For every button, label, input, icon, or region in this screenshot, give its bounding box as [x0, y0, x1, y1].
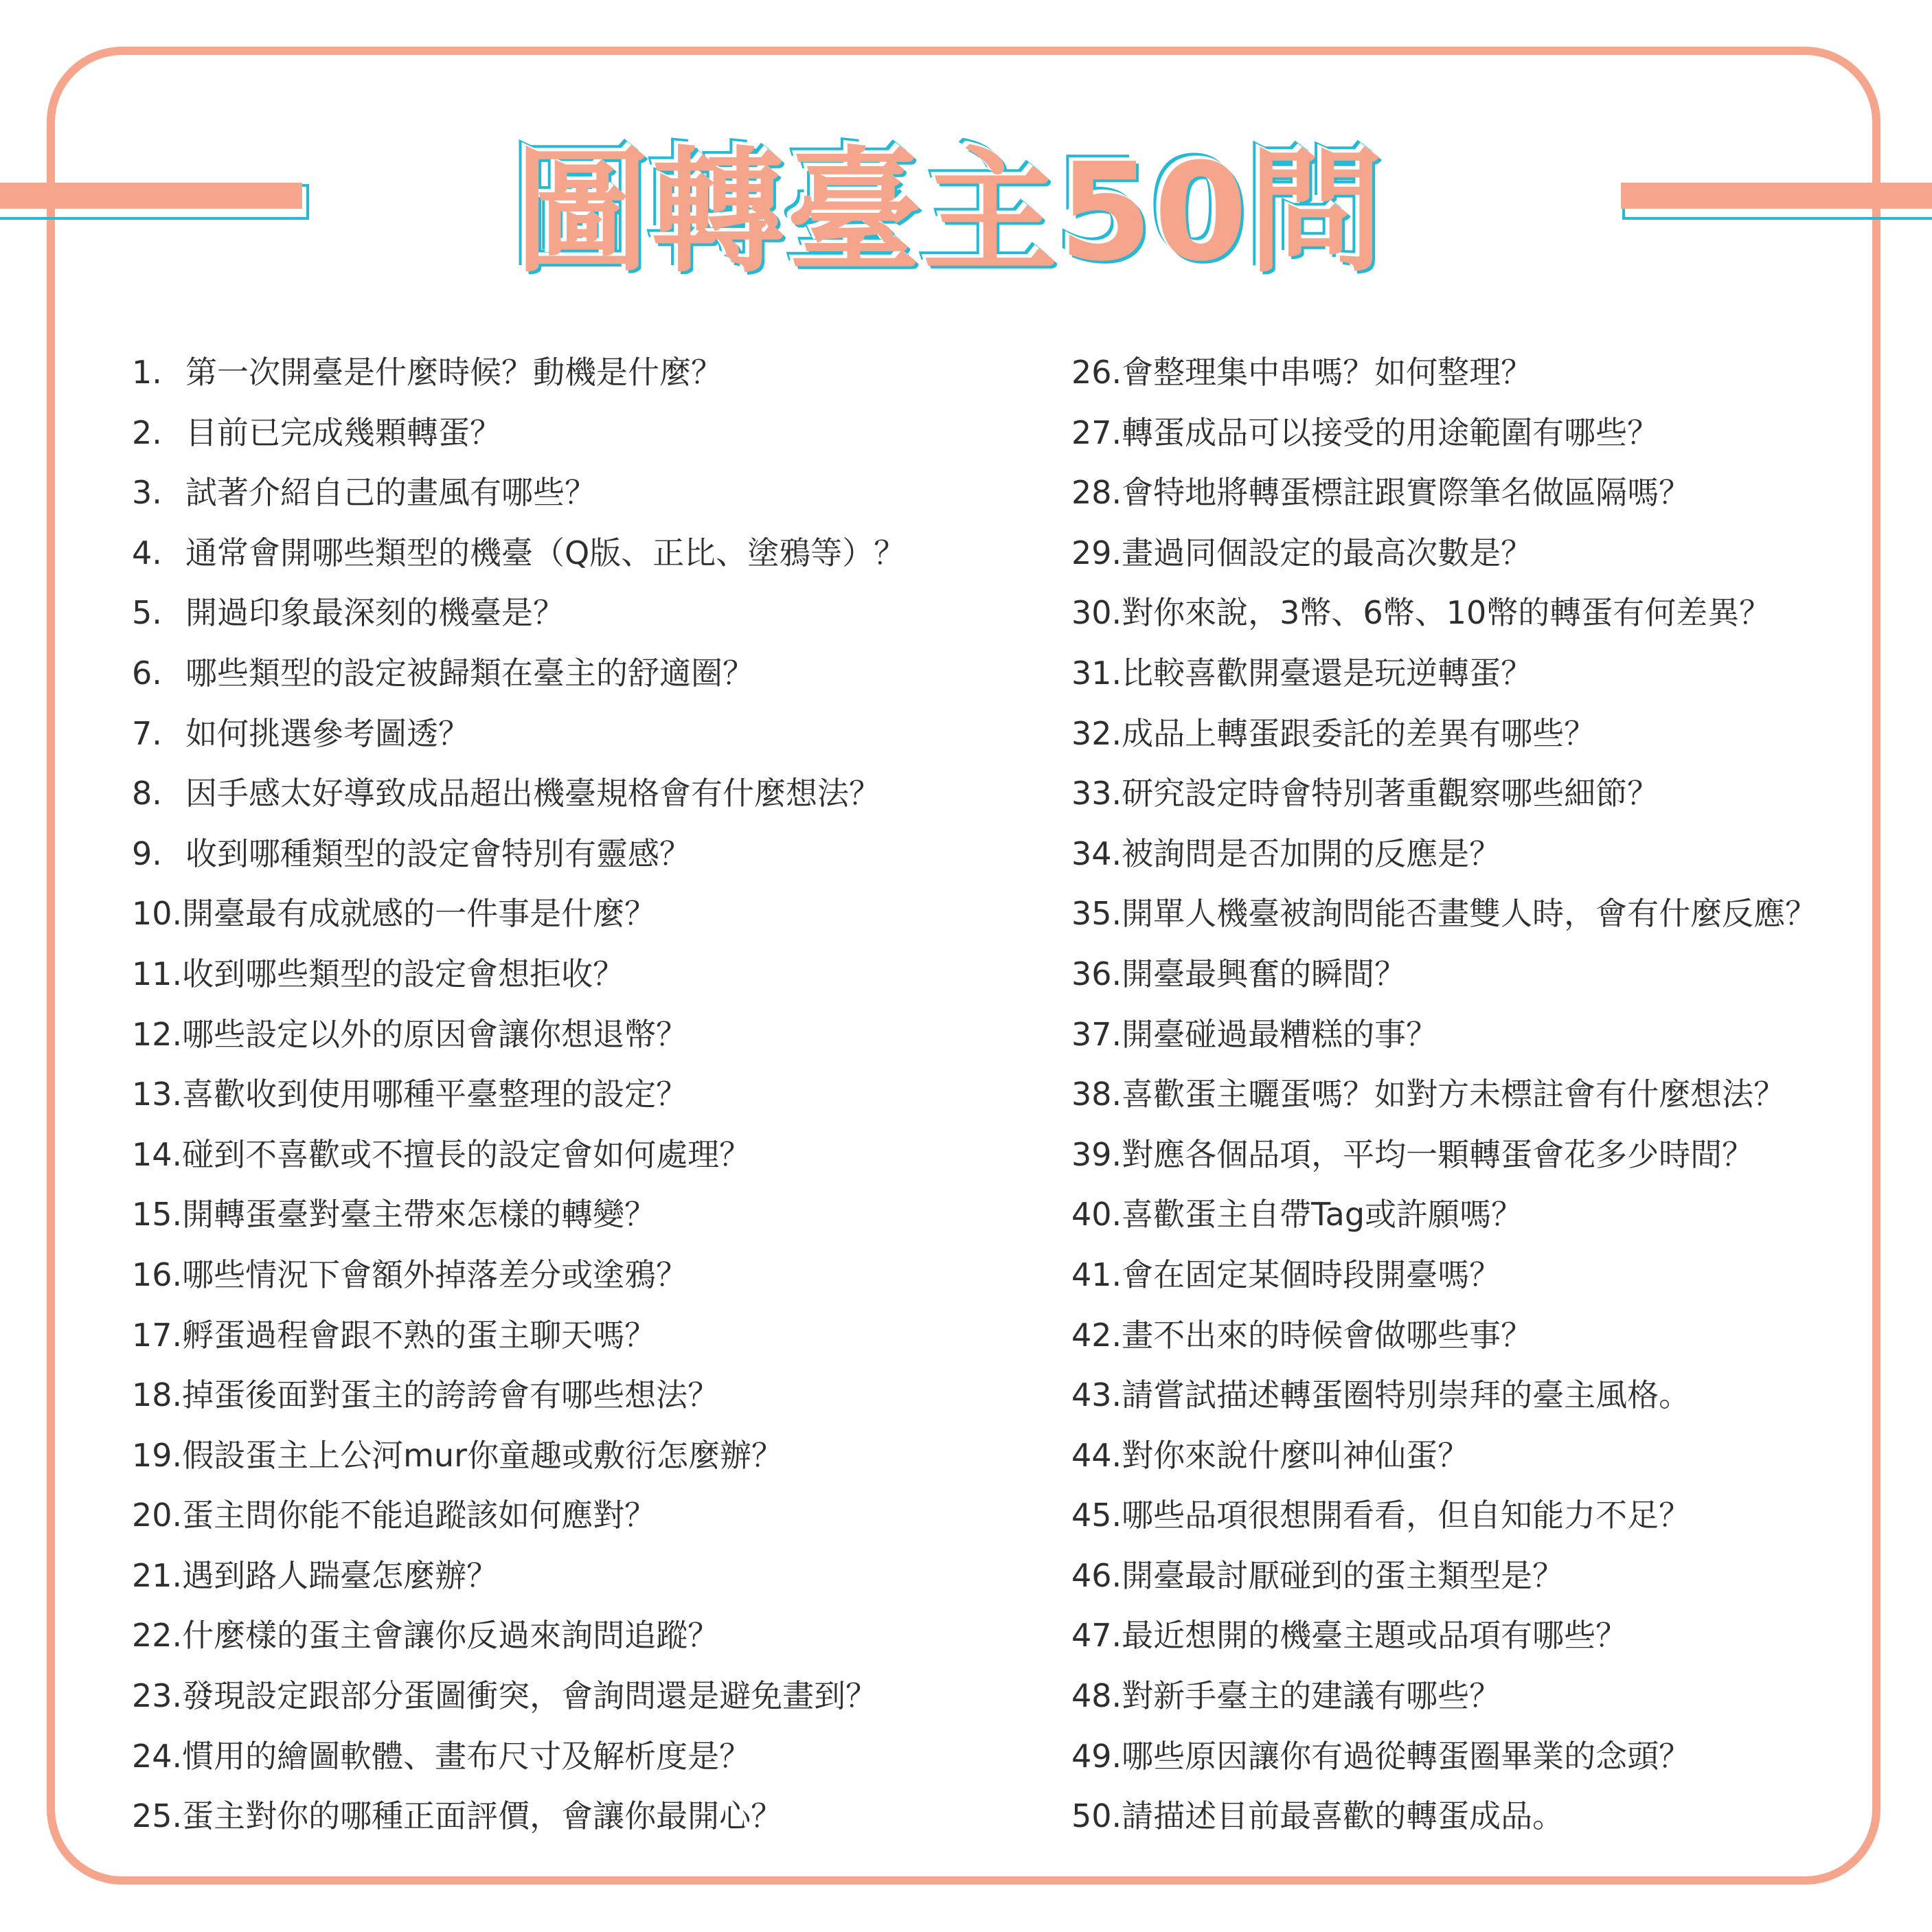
question-text: 哪些類型的設定被歸類在臺主的舒適圈？: [185, 654, 754, 692]
list-item: [132, 1065, 1052, 1125]
question-list-left: [132, 343, 1052, 1847]
question-text: 畫過同個設定的最高次數是？: [1122, 534, 1533, 571]
question-number: 19.: [132, 1436, 183, 1474]
list-item: [1071, 764, 1882, 824]
list-item: [132, 463, 1052, 523]
list-item: [1071, 403, 1882, 464]
list-item: [1071, 1185, 1882, 1245]
question-number: 9.: [132, 834, 162, 872]
question-number: 46.: [1071, 1556, 1122, 1594]
list-item: [132, 523, 1052, 584]
question-number: 30.: [1071, 594, 1122, 632]
question-text: 收到哪些類型的設定會想拒收？: [182, 955, 625, 992]
question-list-right: [1071, 343, 1882, 1847]
question-text: 什麼樣的蛋主會讓你反過來詢問追蹤？: [182, 1617, 720, 1655]
question-number: 5.: [132, 594, 162, 632]
question-text: 最近想開的機臺主題或品項有哪些？: [1122, 1617, 1628, 1655]
list-item: [1071, 1606, 1882, 1666]
list-item: [1071, 1005, 1882, 1065]
list-item: [1071, 523, 1882, 584]
question-number: 45.: [1071, 1497, 1122, 1534]
question-text: 比較喜歡開臺還是玩逆轉蛋？: [1122, 654, 1533, 692]
question-text: 對新手臺主的建議有哪些？: [1122, 1677, 1501, 1715]
question-text: 蛋主對你的哪種正面評價，會讓你最開心？: [182, 1797, 783, 1835]
question-number: 37.: [1071, 1015, 1122, 1053]
question-text: 開轉蛋臺對臺主帶來怎樣的轉變？: [182, 1196, 657, 1234]
list-item: [132, 1546, 1052, 1606]
question-text: 轉蛋成品可以接受的用途範圍有哪些？: [1122, 413, 1659, 451]
list-item: [132, 824, 1052, 885]
question-number: 40.: [1071, 1196, 1122, 1234]
question-number: 26.: [1071, 354, 1122, 391]
list-item: [1071, 343, 1882, 403]
list-item: [132, 1365, 1052, 1426]
question-text: 開臺最討厭碰到的蛋主類型是？: [1122, 1556, 1565, 1594]
list-item: [132, 944, 1052, 1005]
question-text: 開過印象最深刻的機臺是？: [185, 594, 565, 632]
question-text: 哪些原因讓你有過從轉蛋圈畢業的念頭？: [1122, 1737, 1691, 1775]
question-text: 對應各個品項，平均一顆轉蛋會花多少時間？: [1122, 1135, 1754, 1173]
question-text: 喜歡收到使用哪種平臺整理的設定？: [182, 1076, 688, 1113]
question-number: 35.: [1071, 895, 1122, 933]
question-number: 33.: [1071, 775, 1122, 812]
question-number: 47.: [1071, 1617, 1122, 1655]
question-number: 38.: [1071, 1076, 1122, 1113]
question-text: 會整理集中串嗎？如何整理？: [1122, 354, 1533, 391]
list-item: [132, 1245, 1052, 1306]
question-number: 34.: [1071, 834, 1122, 872]
question-text: 開臺最興奮的瞬間？: [1122, 955, 1407, 992]
question-number: 43.: [1071, 1376, 1122, 1414]
question-text: 發現設定跟部分蛋圖衝突，會詢問還是避免畫到？: [182, 1677, 878, 1715]
question-text: 蛋主問你能不能追蹤該如何應對？: [182, 1497, 657, 1534]
question-number: 27.: [1071, 413, 1122, 451]
question-text: 對你來說什麼叫神仙蛋？: [1122, 1436, 1470, 1474]
list-item: [1071, 704, 1882, 764]
list-item: [1071, 1727, 1882, 1787]
question-text: 假設蛋主上公河mur你童趣或敷衍怎麼辦？: [182, 1436, 784, 1474]
title-left-bar: [0, 184, 309, 220]
list-item: [132, 644, 1052, 704]
question-text: 被詢問是否加開的反應是？: [1122, 834, 1501, 872]
question-text: 畫不出來的時候會做哪些事？: [1122, 1316, 1533, 1354]
list-item: [1071, 1125, 1882, 1185]
question-text: 喜歡蛋主曬蛋嗎？如對方未標註會有什麼想法？: [1122, 1076, 1786, 1113]
question-number: 28.: [1071, 474, 1122, 512]
list-item: [1071, 583, 1882, 644]
question-number: 31.: [1071, 654, 1122, 692]
question-number: 32.: [1071, 714, 1122, 752]
question-text: 哪些情況下會額外掉落差分或塗鴉？: [182, 1255, 688, 1293]
list-item: [132, 1125, 1052, 1185]
list-item: [132, 343, 1052, 403]
question-number: 18.: [132, 1376, 183, 1414]
list-item: [132, 1426, 1052, 1486]
question-text: 開單人機臺被詢問能否畫雙人時，會有什麼反應？: [1122, 895, 1817, 933]
question-number: 15.: [132, 1196, 183, 1234]
question-number: 25.: [132, 1797, 183, 1835]
list-item: [1071, 644, 1882, 704]
list-item: [1071, 1306, 1882, 1366]
list-item: [132, 704, 1052, 764]
question-number: 8.: [132, 775, 162, 812]
list-item: [1071, 1666, 1882, 1727]
question-number: 10.: [132, 895, 183, 933]
list-item: [1071, 824, 1882, 885]
question-number: 12.: [132, 1015, 183, 1053]
list-item: [1071, 1065, 1882, 1125]
list-item: [132, 1727, 1052, 1787]
question-number: 49.: [1071, 1737, 1122, 1775]
question-number: 50.: [1071, 1797, 1122, 1835]
question-number: 1.: [132, 354, 162, 391]
question-text: 開臺最有成就感的一件事是什麼？: [182, 895, 657, 933]
list-item: [132, 1005, 1052, 1065]
question-number: 2.: [132, 413, 162, 451]
question-text: 對你來說，3幣、6幣、10幣的轉蛋有何差異？: [1122, 594, 1771, 632]
question-text: 會在固定某個時段開臺嗎？: [1122, 1255, 1501, 1293]
question-number: 16.: [132, 1255, 183, 1293]
question-number: 29.: [1071, 534, 1122, 571]
question-text: 第一次開臺是什麼時候？動機是什麼？: [185, 354, 723, 391]
question-text: 遇到路人踹臺怎麼辦？: [182, 1556, 499, 1594]
question-number: 17.: [132, 1316, 183, 1354]
list-item: [132, 764, 1052, 824]
list-item: [132, 1486, 1052, 1546]
question-text: 哪些設定以外的原因會讓你想退幣？: [182, 1015, 688, 1053]
question-number: 22.: [132, 1617, 183, 1655]
question-number: 11.: [132, 955, 183, 992]
question-text: 試著介紹自己的畫風有哪些？: [185, 474, 596, 512]
question-text: 會特地將轉蛋標註跟實際筆名做區隔嗎？: [1122, 474, 1691, 512]
question-text: 成品上轉蛋跟委託的差異有哪些？: [1122, 714, 1596, 752]
question-number: 6.: [132, 654, 162, 692]
list-item: [1071, 1546, 1882, 1606]
question-text: 如何挑選參考圖透？: [185, 714, 470, 752]
question-text: 目前已完成幾顆轉蛋？: [185, 413, 501, 451]
question-text: 慣用的繪圖軟體、畫布尺寸及解析度是？: [182, 1737, 751, 1775]
list-item: [132, 583, 1052, 644]
title-right-bar: [1622, 184, 1932, 220]
question-text: 通常會開哪些類型的機臺（Q版、正比、塗鴉等）？: [185, 534, 906, 571]
question-text: 開臺碰過最糟糕的事？: [1122, 1015, 1438, 1053]
list-item: [1071, 463, 1882, 523]
question-number: 39.: [1071, 1135, 1122, 1173]
list-item: [1071, 1486, 1882, 1546]
list-item: [132, 1185, 1052, 1245]
question-number: 7.: [132, 714, 162, 752]
question-text: 碰到不喜歡或不擅長的設定會如何處理？: [182, 1135, 751, 1173]
question-number: 21.: [132, 1556, 183, 1594]
list-item: [132, 884, 1052, 944]
page-title: 圖轉臺主50問: [514, 135, 1385, 291]
question-number: 48.: [1071, 1677, 1122, 1715]
question-text: 請描述目前最喜歡的轉蛋成品。: [1122, 1797, 1565, 1835]
question-number: 23.: [132, 1677, 183, 1715]
question-number: 13.: [132, 1076, 183, 1113]
list-item: [1071, 884, 1882, 944]
question-text: 喜歡蛋主自帶Tag或許願嗎？: [1122, 1196, 1523, 1234]
question-number: 42.: [1071, 1316, 1122, 1354]
list-item: [132, 1786, 1052, 1847]
question-text: 研究設定時會特別著重觀察哪些細節？: [1122, 775, 1659, 812]
question-text: 收到哪種類型的設定會特別有靈感？: [185, 834, 691, 872]
list-item: [1071, 1365, 1882, 1426]
question-number: 4.: [132, 534, 162, 571]
list-item: [132, 1606, 1052, 1666]
question-text: 哪些品項很想開看看，但自知能力不足？: [1122, 1497, 1691, 1534]
list-item: [1071, 1245, 1882, 1306]
list-item: [132, 403, 1052, 464]
list-item: [132, 1666, 1052, 1727]
question-number: 3.: [132, 474, 162, 512]
question-text: 請嘗試描述轉蛋圈特別崇拜的臺主風格。: [1122, 1376, 1691, 1414]
question-text: 孵蛋過程會跟不熟的蛋主聊天嗎？: [182, 1316, 657, 1354]
list-item: [1071, 1426, 1882, 1486]
question-text: 掉蛋後面對蛋主的誇誇會有哪些想法？: [182, 1376, 720, 1414]
question-number: 14.: [132, 1135, 183, 1173]
question-number: 20.: [132, 1497, 183, 1534]
question-number: 44.: [1071, 1436, 1122, 1474]
list-item: [132, 1306, 1052, 1366]
question-number: 41.: [1071, 1255, 1122, 1293]
question-number: 36.: [1071, 955, 1122, 992]
list-item: [1071, 944, 1882, 1005]
question-text: 因手感太好導致成品超出機臺規格會有什麼想法？: [185, 775, 880, 812]
list-item: [1071, 1786, 1882, 1847]
question-number: 24.: [132, 1737, 183, 1775]
